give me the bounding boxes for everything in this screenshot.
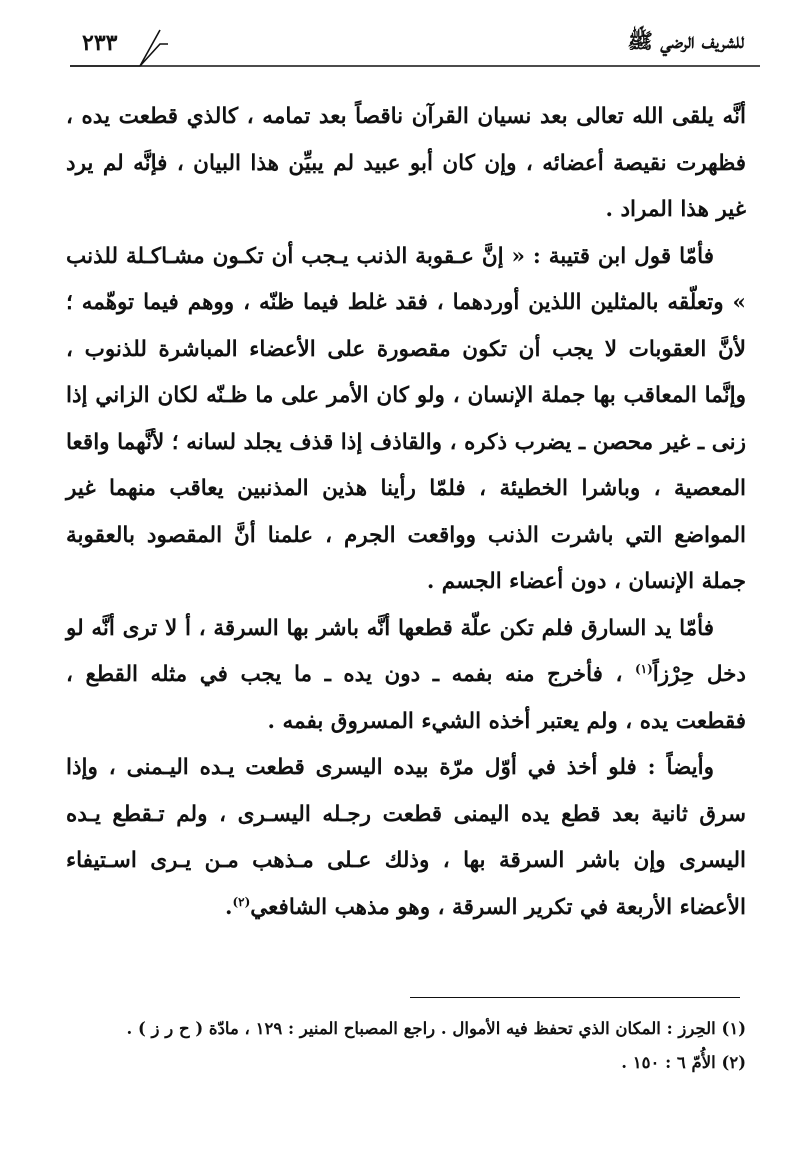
paragraph: فأمّا قول ابن قتيبة : « إنَّ عـقوبة الذنب يـجب أن تكـون مشـاكـلة للذنب » وتعلّقه بالمثلين اللذين أوردهما ، فقد غلط فيما ظنّه ، ووهم فيما توهّمه ؛ لأنَّ العقوبات لا يجب أن تكون مقصورة على الأعضاء المباشرة للذنوب ، وإنَّما المعاقب بها جملة الإنسان ، ولو كان الأمر على ما ظـنّه لكان الزاني إذا زنى ـ غير محصن ـ يضرب ذكره ، والقاذف إذا قذف يجلد لسانه ؛ لأنَّهما واقعا المعصية ، وباشرا الخطيئة ، فلمّا رأينا هذين المذنبين يعاقب منهما غير المواضع التي باشرت الذنب وواقعت الجرم ، علمنا أنَّ المقصود بالعقوبة جملة الإنسان ، دون أعضاء الجسم . — [66, 243, 746, 594]
paragraph — [66, 606, 746, 746]
paragraph: أنَّه يلقى الله تعالى بعد نسيان القرآن ناقصاً بعد تمامه ، كالذي قطعت يده ، فظهرت نقيصة أعضائه ، وإن كان أبو عبيد لم يبيِّن هذا البيان ، فإنَّه لم يرد غير هذا المراد . — [66, 104, 746, 222]
footnote: (١) الحِرز : المكان الذي تحفظ فيه الأموال . راجع المصباح المنير : ١٢٩ ، مادّة ( ح ر ز ) . — [126, 1019, 746, 1038]
running-title: للشريف الرضي ﷺ — [627, 28, 744, 53]
paragraph-text: . — [224, 894, 233, 920]
main-text — [66, 94, 746, 931]
page-number: ٢٣٣ — [82, 30, 118, 56]
footnote-ref: (٢) — [232, 894, 251, 909]
footnote-ref: (١) — [634, 661, 653, 676]
page-header — [0, 0, 812, 80]
footnote-separator — [410, 997, 740, 998]
paragraph-text: فأمّا يد السارق فلم تكن علّة قطعها أنَّه باشر بها السرقة ، أ لا ترى أنَّه لو دخل حِرْزاً — [66, 615, 746, 687]
footnote: (٢) الأُمّ ٦ : ١٥٠ . — [621, 1053, 746, 1072]
paragraph-text: ، فأخرج منه بفمه ـ دون يده ـ ما يجب في مثله القطع ، فقطعت يده ، ولم يعتبر أخذه الشيء المسروق بفمه . — [66, 662, 746, 734]
paragraph — [66, 745, 746, 931]
footnotes — [66, 1012, 746, 1080]
paragraph-text: وأيضاً : فلو أخذ في أوّل مرّة بيده اليسرى قطعت يـده اليـمنى ، وإذا سرق ثانية بعد قطع يده اليمنى قطعت رجـله اليسـرى ، ولم تـقطع يـده اليسرى وإن باشر السرقة بها ، وذلك عـلى مـذهب مـن يـرى اسـتيفاء الأعضاء الأربعة في تكرير السرقة ، وهو مذهب الشافعي — [66, 755, 746, 920]
